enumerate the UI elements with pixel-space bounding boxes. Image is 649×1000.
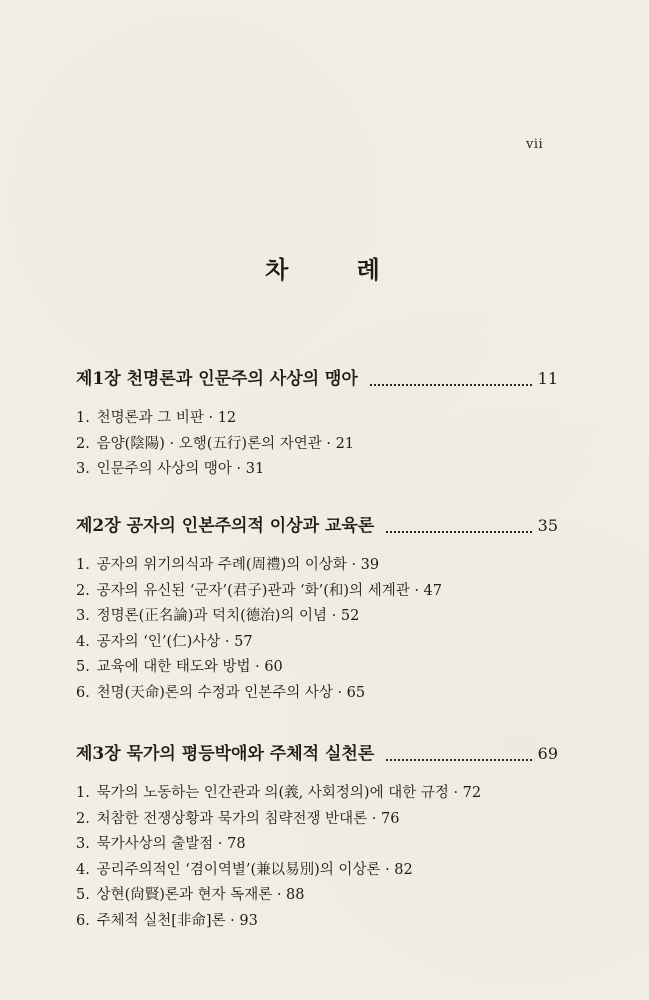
dot-leader — [386, 530, 531, 533]
section-number: 3. — [76, 461, 90, 478]
section-number: 4. — [76, 861, 90, 878]
section-entry[interactable] — [76, 807, 481, 833]
section-entry[interactable] — [76, 406, 354, 432]
chapter-3 — [76, 739, 558, 929]
dot-leader — [386, 758, 531, 761]
section-entry[interactable] — [76, 655, 442, 681]
section-entry[interactable] — [76, 681, 442, 707]
section-text: 공리주의적인 ‘겸이역별’(兼以易別)의 이상론 · 82 — [96, 861, 413, 878]
section-text: 묵가의 노동하는 인간관과 의(義, 사회정의)에 대한 규정 · 72 — [96, 785, 482, 801]
chapter-1 — [76, 364, 558, 478]
section-number: 5. — [76, 887, 90, 904]
section-entry[interactable] — [76, 858, 481, 884]
section-entry[interactable] — [76, 432, 354, 458]
section-number: 1. — [76, 785, 90, 801]
section-number: 4. — [76, 633, 90, 650]
section-number: 3. — [76, 608, 90, 625]
section-number: 1. — [76, 557, 90, 573]
section-text: 음양(陰陽) · 오행(五行)론의 자연관 · 21 — [96, 435, 355, 452]
chapter-page-number: 11 — [537, 369, 558, 388]
chapter-heading[interactable] — [76, 511, 558, 537]
section-number: 3. — [76, 836, 90, 853]
section-entry[interactable] — [76, 604, 442, 630]
section-text: 공자의 ‘인’(仁)사상 · 57 — [96, 633, 253, 650]
section-text: 처참한 전쟁상황과 묵가의 침략전쟁 반대론 · 76 — [96, 810, 400, 827]
chapter-title: 제1장 천명론과 인문주의 사상의 맹아 — [76, 369, 358, 389]
section-text: 정명론(正名論)과 덕치(德治)의 이념 · 52 — [96, 608, 360, 625]
page-number: vii — [526, 137, 544, 152]
chapter-title: 제2장 공자의 인본주의적 이상과 교육론 — [76, 516, 375, 536]
section-number: 5. — [76, 659, 90, 676]
section-text: 인문주의 사상의 맹아 · 31 — [96, 461, 265, 478]
chapter-page-number: 35 — [537, 516, 558, 535]
dot-leader — [370, 383, 532, 386]
section-entry[interactable] — [76, 553, 442, 579]
section-text: 주체적 실천[非命]론 · 93 — [96, 912, 258, 929]
chapter-title: 제3장 묵가의 평등박애와 주체적 실천론 — [76, 744, 375, 764]
chapter-page-number: 69 — [537, 744, 558, 763]
section-text: 공자의 위기의식과 주례(周禮)의 이상화 · 39 — [96, 557, 380, 573]
page-title: 차 례 — [265, 256, 410, 284]
section-text: 상현(尙賢)론과 현자 독재론 · 88 — [96, 887, 305, 904]
section-list — [76, 781, 481, 935]
section-text: 묵가사상의 출발점 · 78 — [96, 836, 246, 853]
chapter-heading[interactable] — [76, 739, 558, 765]
section-entry[interactable] — [76, 781, 481, 807]
section-number: 6. — [76, 912, 90, 929]
chapter-2 — [76, 511, 558, 701]
section-text: 천명론과 그 비판 · 12 — [96, 410, 237, 426]
section-number: 2. — [76, 582, 90, 599]
section-list — [76, 406, 354, 483]
section-entry[interactable] — [76, 883, 481, 909]
section-entry[interactable] — [76, 579, 442, 605]
section-entry[interactable] — [76, 909, 481, 935]
section-number: 1. — [76, 410, 90, 426]
section-number: 6. — [76, 684, 90, 701]
section-entry[interactable] — [76, 630, 442, 656]
section-text: 천명(天命)론의 수정과 인본주의 사상 · 65 — [96, 684, 366, 701]
section-number: 2. — [76, 810, 90, 827]
chapter-heading[interactable] — [76, 364, 558, 390]
section-text: 교육에 대한 태도와 방법 · 60 — [96, 659, 283, 676]
section-number: 2. — [76, 435, 90, 452]
section-entry[interactable] — [76, 457, 354, 483]
section-text: 공자의 유신된 ‘군자’(君子)관과 ‘화’(和)의 세계관 · 47 — [96, 582, 442, 599]
section-entry[interactable] — [76, 832, 481, 858]
section-list — [76, 553, 442, 707]
